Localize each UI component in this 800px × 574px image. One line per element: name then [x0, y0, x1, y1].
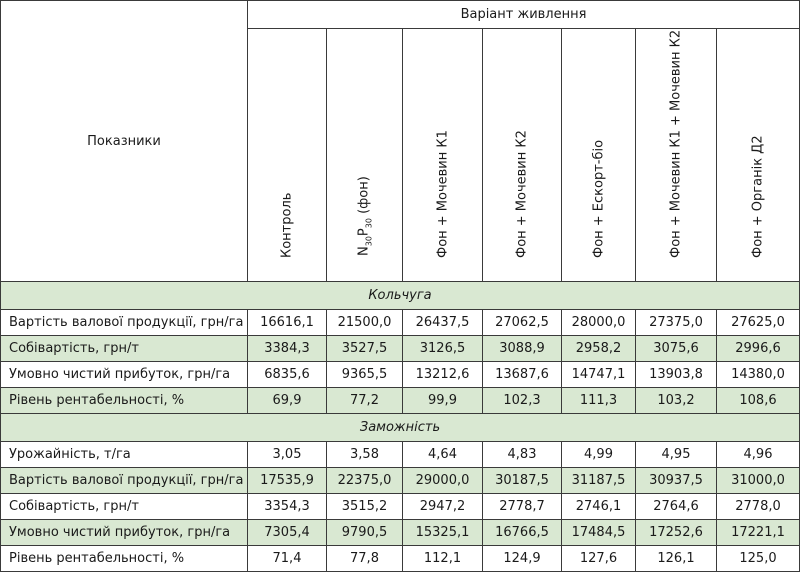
- cell-value: 14380,0: [717, 362, 800, 388]
- cell-value: 2958,2: [562, 336, 636, 362]
- cell-value: 2778,7: [483, 494, 562, 520]
- table-row: [1, 362, 800, 388]
- cell-value: 3,05: [248, 442, 327, 468]
- row-label: Рівень рентабельності, %: [1, 388, 248, 414]
- cell-value: 3126,5: [403, 336, 483, 362]
- cell-value: 3384,3: [248, 336, 327, 362]
- cell-value: 9790,5: [327, 520, 403, 546]
- cell-value: 112,1: [403, 546, 483, 572]
- column-header-label: [591, 140, 606, 258]
- column-header-label: [515, 130, 530, 258]
- table-row: [1, 468, 800, 494]
- column-header-text: 30: [363, 218, 373, 229]
- column-header-text: Фон + Мочевин К2: [514, 130, 530, 258]
- cell-value: 16616,1: [248, 310, 327, 336]
- cell-value: 69,9: [248, 388, 327, 414]
- cell-value: 30187,5: [483, 468, 562, 494]
- table-row: [1, 388, 800, 414]
- cell-value: 77,8: [327, 546, 403, 572]
- section-row: [1, 414, 800, 442]
- cell-value: 3088,9: [483, 336, 562, 362]
- column-header-text: Фон + Органік Д2: [750, 135, 766, 258]
- column-header-text: Контроль: [279, 192, 295, 258]
- cell-value: 102,3: [483, 388, 562, 414]
- column-header-label: [751, 135, 766, 258]
- cell-value: 3527,5: [327, 336, 403, 362]
- cell-value: 26437,5: [403, 310, 483, 336]
- column-header-7: [717, 29, 800, 282]
- cell-value: 2947,2: [403, 494, 483, 520]
- cell-value: 2746,1: [562, 494, 636, 520]
- column-header-label: [280, 193, 295, 258]
- cell-value: 127,6: [562, 546, 636, 572]
- cell-value: 4,99: [562, 442, 636, 468]
- row-label: Вартість валової продукції, грн/га: [1, 468, 248, 494]
- column-header-label: [669, 30, 684, 258]
- cell-value: 108,6: [717, 388, 800, 414]
- column-header-1: [248, 29, 327, 282]
- cell-value: 13903,8: [636, 362, 717, 388]
- cell-value: 29000,0: [403, 468, 483, 494]
- cell-value: 3,58: [327, 442, 403, 468]
- table-body: [1, 282, 800, 572]
- cell-value: 124,9: [483, 546, 562, 572]
- row-label: Собівартість, грн/т: [1, 494, 248, 520]
- row-label: Урожайність, т/га: [1, 442, 248, 468]
- cell-value: 27062,5: [483, 310, 562, 336]
- cell-value: 27625,0: [717, 310, 800, 336]
- column-header-text: N: [356, 246, 372, 257]
- table-row: [1, 520, 800, 546]
- cell-value: 31187,5: [562, 468, 636, 494]
- cell-value: 6835,6: [248, 362, 327, 388]
- cell-value: 17221,1: [717, 520, 800, 546]
- column-header-6: [636, 29, 717, 282]
- feeding-variant-header: Варіант живлення: [248, 1, 800, 29]
- cell-value: 31000,0: [717, 468, 800, 494]
- cell-value: 3515,2: [327, 494, 403, 520]
- section-title: Заможність: [1, 414, 800, 442]
- cell-value: 103,2: [636, 388, 717, 414]
- cell-value: 16766,5: [483, 520, 562, 546]
- cell-value: 111,3: [562, 388, 636, 414]
- cell-value: 28000,0: [562, 310, 636, 336]
- column-header-text: Фон + Мочевин К1 + Мочевин К2: [668, 29, 684, 258]
- table-row: [1, 336, 800, 362]
- column-header-label: [435, 130, 450, 258]
- cell-value: 125,0: [717, 546, 800, 572]
- cell-value: 13687,6: [483, 362, 562, 388]
- cell-value: 17484,5: [562, 520, 636, 546]
- cell-value: 4,64: [403, 442, 483, 468]
- cell-value: 126,1: [636, 546, 717, 572]
- section-title: Кольчуга: [1, 282, 800, 310]
- row-label: Умовно чистий прибуток, грн/га: [1, 362, 248, 388]
- cell-value: 3354,3: [248, 494, 327, 520]
- cell-value: 2778,0: [717, 494, 800, 520]
- column-header-text: (фон): [356, 176, 372, 219]
- cell-value: 21500,0: [327, 310, 403, 336]
- cell-value: 4,83: [483, 442, 562, 468]
- cell-value: 7305,4: [248, 520, 327, 546]
- row-label: Вартість валової продукції, грн/га: [1, 310, 248, 336]
- column-header-2: [327, 29, 403, 282]
- column-header-4: [483, 29, 562, 282]
- column-header-label: [356, 177, 373, 257]
- cell-value: 2764,6: [636, 494, 717, 520]
- row-label: Собівартість, грн/т: [1, 336, 248, 362]
- table-row: [1, 442, 800, 468]
- cell-value: 17535,9: [248, 468, 327, 494]
- cell-value: 14747,1: [562, 362, 636, 388]
- cell-value: 27375,0: [636, 310, 717, 336]
- cell-value: 15325,1: [403, 520, 483, 546]
- column-header-text: P: [356, 228, 372, 237]
- indicators-header: Показники: [1, 1, 248, 282]
- section-row: [1, 282, 800, 310]
- cell-value: 71,4: [248, 546, 327, 572]
- row-label: Рівень рентабельності, %: [1, 546, 248, 572]
- cell-value: 4,96: [717, 442, 800, 468]
- cell-value: 22375,0: [327, 468, 403, 494]
- column-header-3: [403, 29, 483, 282]
- cell-value: 77,2: [327, 388, 403, 414]
- cell-value: 30937,5: [636, 468, 717, 494]
- cell-value: 4,95: [636, 442, 717, 468]
- column-header-text: 30: [363, 236, 373, 247]
- column-header-text: Фон + Ескорт-біо: [591, 139, 606, 258]
- table-row: [1, 546, 800, 572]
- column-header-text: Фон + Мочевин К1: [435, 130, 450, 258]
- table-row: [1, 494, 800, 520]
- column-header-5: [562, 29, 636, 282]
- cell-value: 3075,6: [636, 336, 717, 362]
- cell-value: 99,9: [403, 388, 483, 414]
- cell-value: 9365,5: [327, 362, 403, 388]
- cell-value: 2996,6: [717, 336, 800, 362]
- row-label: Умовно чистий прибуток, грн/га: [1, 520, 248, 546]
- table-row: [1, 310, 800, 336]
- cell-value: 17252,6: [636, 520, 717, 546]
- cell-value: 13212,6: [403, 362, 483, 388]
